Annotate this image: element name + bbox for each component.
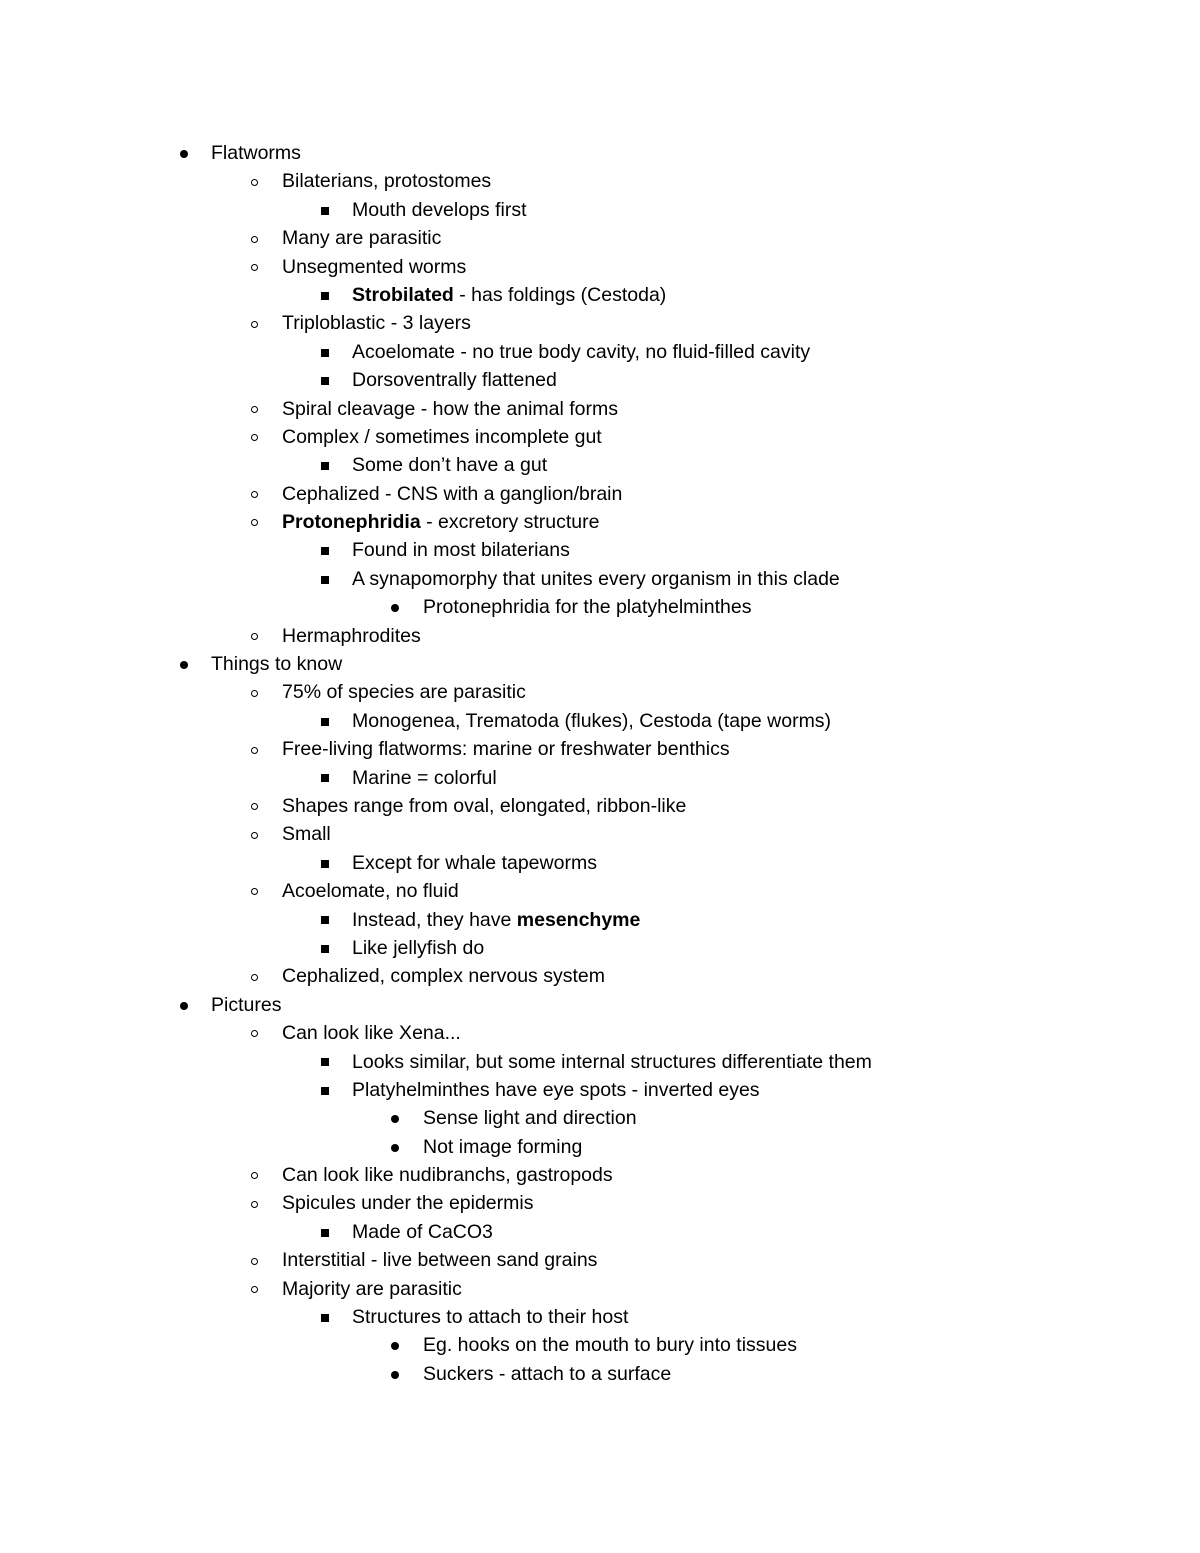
list-item [0,253,1200,281]
circle-bullet-icon [246,678,262,706]
list-item [0,622,1200,650]
circle-bullet-icon [246,167,262,195]
document-outline [0,139,1200,1388]
circle-bullet-icon [246,480,262,508]
square-bullet-icon [317,934,333,962]
bold-term: mesenchyme [516,908,641,931]
list-item-text [211,650,342,678]
list-item-text [352,1218,493,1246]
text-run: Looks similar, but some internal structures differentiate them [352,1050,872,1073]
list-item-text [352,1076,760,1104]
text-run: Things to know [211,653,343,676]
text-run: Cephalized - CNS with a ganglion/brain [282,482,623,505]
list-item-text [282,1019,461,1047]
square-bullet-icon [317,1303,333,1331]
list-item [0,536,1200,564]
list-item-text [211,139,301,167]
list-item-text [352,338,810,366]
list-item-text [282,1275,462,1303]
square-bullet-icon [317,849,333,877]
text-run: - excretory structure [420,511,600,534]
text-run: Some don’t have a gut [352,454,548,477]
list-item-text [423,1104,637,1132]
list-item-text [423,1331,797,1359]
text-run: Dorsoventrally flattened [352,369,557,392]
circle-bullet-icon [246,1161,262,1189]
list-item-text [423,1133,582,1161]
text-run: Free-living flatworms: marine or freshwater benthics [282,738,730,761]
text-run: Spicules under the epidermis [282,1192,534,1215]
circle-bullet-icon [246,1019,262,1047]
text-run: Triploblastic - 3 layers [282,312,471,335]
list-item [0,1360,1200,1388]
list-item-text [352,1048,872,1076]
list-item-text [352,366,557,394]
list-item [0,224,1200,252]
list-item-text [352,196,527,224]
list-item [0,934,1200,962]
list-item [0,167,1200,195]
list-item-text [352,764,497,792]
list-item-text [352,536,570,564]
list-item [0,1303,1200,1331]
list-item-text [282,820,331,848]
list-item [0,1019,1200,1047]
square-bullet-icon [317,451,333,479]
text-run: Eg. hooks on the mouth to bury into tissues [423,1334,797,1357]
circle-bullet-icon [246,792,262,820]
list-item-text [282,395,618,423]
list-item [0,877,1200,905]
square-bullet-icon [317,764,333,792]
text-run: Can look like Xena... [282,1022,461,1045]
circle-bullet-icon [246,253,262,281]
list-item [0,451,1200,479]
square-bullet-icon [317,906,333,934]
disc-bullet-icon [387,1331,403,1359]
text-run: Acoelomate, no fluid [282,880,459,903]
text-run: 75% of species are parasitic [282,681,526,704]
text-run: Many are parasitic [282,227,442,250]
list-item-text [282,1161,613,1189]
list-item-text [352,906,640,934]
circle-bullet-icon [246,622,262,650]
text-run: Complex / sometimes incomplete gut [282,425,602,448]
circle-bullet-icon [246,820,262,848]
text-run: Platyhelminthes have eye spots - inverted eyes [352,1078,760,1101]
list-item [0,565,1200,593]
list-item [0,395,1200,423]
text-run: Shapes range from oval, elongated, ribbon-like [282,794,687,817]
text-run: Flatworms [211,142,301,164]
square-bullet-icon [317,338,333,366]
list-item-text [282,309,471,337]
list-item [0,593,1200,621]
list-item [0,423,1200,451]
list-item [0,1133,1200,1161]
text-run: Sense light and direction [423,1107,637,1130]
list-item [0,1331,1200,1359]
square-bullet-icon [317,536,333,564]
text-run: A synapomorphy that unites every organism in this clade [352,567,840,590]
text-run: Cephalized, complex nervous system [282,965,605,988]
list-item [0,1246,1200,1274]
text-run: Monogenea, Trematoda (flukes), Cestoda (tape worms) [352,709,832,732]
square-bullet-icon [317,1076,333,1104]
list-item [0,792,1200,820]
square-bullet-icon [317,366,333,394]
list-item-text [282,167,491,195]
list-item [0,962,1200,990]
list-item-text [282,735,730,763]
list-item-text [211,991,281,1019]
text-run: Like jellyfish do [352,936,485,959]
list-item-text [282,1189,533,1217]
text-run: Can look like nudibranchs, gastropods [282,1164,613,1187]
list-item-text [352,281,666,309]
bold-term: Strobilated [352,283,454,306]
list-item-text [352,934,484,962]
disc-bullet-icon [176,650,192,678]
list-item [0,139,1200,167]
list-item [0,281,1200,309]
circle-bullet-icon [246,1246,262,1274]
list-item-text [282,877,459,905]
square-bullet-icon [317,1048,333,1076]
disc-bullet-icon [387,1133,403,1161]
list-item [0,735,1200,763]
square-bullet-icon [317,281,333,309]
text-run: Structures to attach to their host [352,1306,629,1329]
text-run: Bilaterians, protostomes [282,170,492,193]
list-item [0,1275,1200,1303]
list-item [0,650,1200,678]
list-item-text [352,1303,628,1331]
list-item [0,678,1200,706]
list-item-text [282,962,605,990]
disc-bullet-icon [387,1104,403,1132]
circle-bullet-icon [246,395,262,423]
square-bullet-icon [317,565,333,593]
list-item [0,991,1200,1019]
list-item-text [282,253,466,281]
list-item-text [282,423,602,451]
text-run: Interstitial - live between sand grains [282,1249,598,1272]
list-item-text [282,480,622,508]
circle-bullet-icon [246,224,262,252]
list-item [0,820,1200,848]
list-item [0,1048,1200,1076]
text-run: Found in most bilaterians [352,539,570,562]
text-run: - has foldings (Cestoda) [453,283,667,306]
text-run: Instead, they have [352,908,517,931]
text-run: Acoelomate - no true body cavity, no fluid-filled cavity [352,340,811,363]
disc-bullet-icon [387,593,403,621]
circle-bullet-icon [246,1189,262,1217]
list-item [0,707,1200,735]
text-run: Spiral cleavage - how the animal forms [282,397,618,420]
text-run: Suckers - attach to a surface [423,1362,672,1385]
square-bullet-icon [317,1218,333,1246]
text-run: Majority are parasitic [282,1277,462,1300]
list-item-text [352,707,831,735]
list-item [0,196,1200,224]
circle-bullet-icon [246,309,262,337]
list-item-text [282,224,441,252]
list-item-text [282,508,599,536]
list-item-text [282,1246,597,1274]
disc-bullet-icon [387,1360,403,1388]
list-item-text [352,451,547,479]
square-bullet-icon [317,707,333,735]
list-item [0,366,1200,394]
text-run: Unsegmented worms [282,255,467,278]
text-run: Made of CaCO3 [352,1220,493,1243]
list-item-text [352,565,840,593]
disc-bullet-icon [176,139,192,167]
list-item [0,1218,1200,1246]
text-run: Mouth develops first [352,198,527,221]
disc-bullet-icon [176,991,192,1019]
list-item [0,309,1200,337]
list-item [0,764,1200,792]
list-item [0,1076,1200,1104]
list-item [0,1189,1200,1217]
list-item [0,1161,1200,1189]
square-bullet-icon [317,196,333,224]
list-item-text [282,678,526,706]
list-item-text [423,1360,671,1388]
list-item-text [352,849,597,877]
list-item [0,508,1200,536]
list-item-text [282,622,421,650]
list-item-text [282,792,686,820]
text-run: Hermaphrodites [282,624,421,647]
list-item-text [423,593,751,621]
bold-term: Protonephridia [282,511,421,534]
list-item [0,338,1200,366]
list-item [0,849,1200,877]
text-run: Not image forming [423,1135,583,1158]
text-run: Except for whale tapeworms [352,851,597,874]
circle-bullet-icon [246,1275,262,1303]
list-item [0,480,1200,508]
circle-bullet-icon [246,962,262,990]
text-run: Pictures [211,993,282,1016]
text-run: Protonephridia for the platyhelminthes [423,596,752,619]
text-run: Marine = colorful [352,766,497,789]
circle-bullet-icon [246,735,262,763]
list-item [0,906,1200,934]
circle-bullet-icon [246,877,262,905]
text-run: Small [282,823,331,846]
list-item [0,1104,1200,1132]
circle-bullet-icon [246,423,262,451]
circle-bullet-icon [246,508,262,536]
